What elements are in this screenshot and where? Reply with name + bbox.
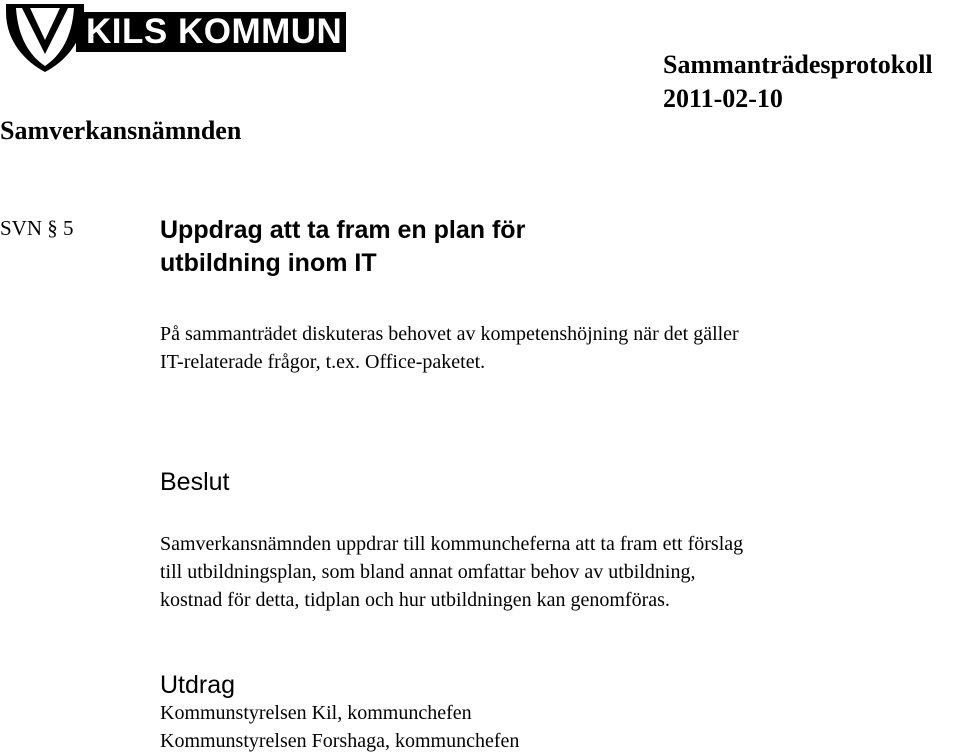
decision-line-2: till utbildningsplan, som bland annat omfattar behov av utbildning, xyxy=(160,561,696,583)
item-title-line-2: utbildning inom IT xyxy=(160,249,377,277)
extract-recipient-2: Kommunstyrelsen Forshaga, kommunchefen xyxy=(160,730,520,752)
discussion-line-2: IT-relaterade frågor, t.ex. Office-paketet. xyxy=(160,351,486,373)
decision-line-3: kostnad för detta, tidplan och hur utbildningen kan genomföras. xyxy=(160,589,670,611)
extract-heading: Utdrag xyxy=(160,671,236,699)
kils-kommun-logo xyxy=(4,2,346,74)
discussion-line-1: På sammanträdet diskuteras behovet av kompetenshöjning när det gäller xyxy=(160,323,739,345)
municipal-shield-icon xyxy=(4,2,86,74)
document-type: Sammanträdesprotokoll xyxy=(663,50,933,79)
decision-line-1: Samverkansnämnden uppdrar till kommuncheferna att ta fram ett förslag xyxy=(160,533,744,555)
decision-heading: Beslut xyxy=(160,468,230,496)
meeting-date: 2011-02-10 xyxy=(663,84,783,113)
paragraph-reference: SVN § 5 xyxy=(0,216,74,240)
logo-wordmark: KILS KOMMUN xyxy=(76,12,346,52)
item-title-line-1: Uppdrag att ta fram en plan för xyxy=(160,216,526,244)
extract-recipient-1: Kommunstyrelsen Kil, kommunchefen xyxy=(160,702,472,724)
organization-name: Samverkansnämnden xyxy=(0,116,242,145)
